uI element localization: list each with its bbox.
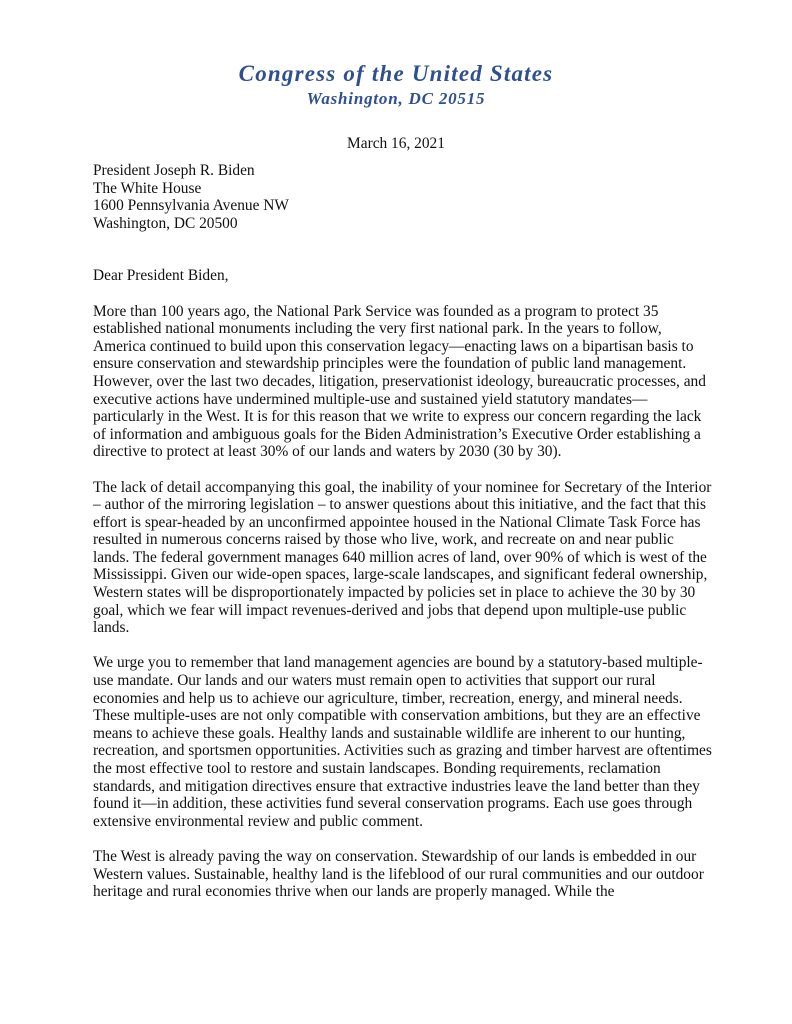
salutation: Dear President Biden,: [93, 267, 229, 285]
recipient-name: President Joseph R. Biden: [93, 162, 255, 179]
recipient-organization: The White House: [93, 179, 202, 197]
recipient-street: 1600 Pennsylvania Avenue NW: [93, 197, 289, 215]
recipient-address: [93, 162, 713, 232]
letterhead: [0, 60, 792, 110]
recipient-city: Washington, DC 20500: [93, 214, 238, 232]
letterhead-title: Congress of the United States: [238, 61, 554, 86]
paragraph-2: The lack of detail accompanying this goal, the inability of your nominee for Secretary of the Interior – author of the mirroring legislation – to answer questions about this initiative, and the fact that this effort is spear-headed by an unconfirmed appointee housed in the National Climate Task Force has resulted in numerous concerns raised by those who live, work, and recreate on and near public lands. The federal government manages 640 million acres of land, over 90% of which is west of the Mississippi. Given our wide-open spaces, large-scale landscapes, and significant federal ownership, Western states will be disproportionately impacted by policies set in place to achieve the 30 by 30 goal, which we fear will impact revenues-derived and jobs that depend upon multiple-use public lands.: [93, 478, 712, 637]
paragraph-3: We urge you to remember that land management agencies are bound by a statutory-based multiple-use mandate. Our lands and our waters must remain open to activities that support our rural economies and help us to achieve our agriculture, timber, recreation, energy, and mineral needs. These multiple-uses are not only compatible with conservation ambitions, but they are an effective means to achieve these goals. Healthy lands and sustainable wildlife are inherent to our hunting, recreation, and sportsmen opportunities. Activities such as grazing and timber harvest are oftentimes the most effective tool to restore and sustain landscapes. Bonding requirements, reclamation standards, and mitigation directives ensure that extractive industries leave the land better than they found it—in addition, these activities fund several conservation programs. Each use goes through extensive environmental review and public comment.: [93, 654, 712, 830]
letterhead-subtitle: Washington, DC 20515: [306, 89, 486, 108]
letter-body: [93, 162, 713, 901]
paragraph-4: The West is already paving the way on conservation. Stewardship of our lands is embedded in our Western values. Sustainable, healthy land is the lifeblood of our rural communities and our outdoor heritage and rural economies thrive when our lands are properly managed. While the: [93, 847, 704, 901]
paragraph-1: More than 100 years ago, the National Park Service was founded as a program to protect 35 established national monuments including the very first national park. In the years to follow, America continued to build upon this conservation legacy—enacting laws on a bipartisan basis to ensure conservation and stewardship principles were the foundation of public land management. However, over the last two decades, litigation, preservationist ideology, bureaucratic processes, and executive actions have undermined multiple-use and sustained yield statutory mandates—particularly in the West. It is for this reason that we write to express our concern regarding the lack of information and ambiguous goals for the Biden Administration’s Executive Order establishing a directive to protect at least 30% of our lands and waters by 2030 (30 by 30).: [93, 302, 706, 461]
letter-date: March 16, 2021: [347, 135, 445, 152]
